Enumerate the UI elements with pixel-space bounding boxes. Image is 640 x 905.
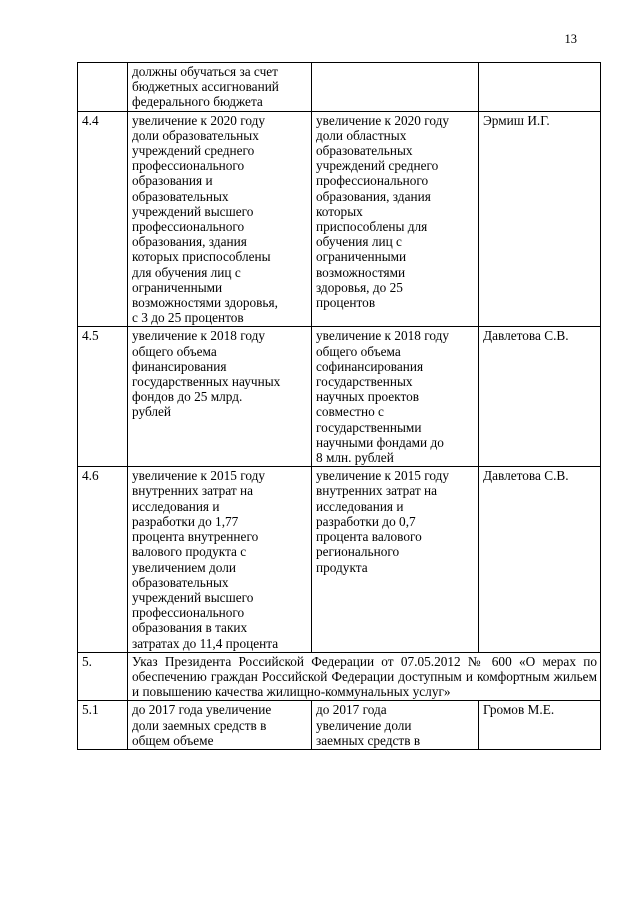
section-title: Указ Президента Российской Федерации от 07.05.2012 № 600 «О мерах по обеспечению граждан Российской Федерации доступным и комфортным жильем и повышению качества жилищно-коммунальных услуг» <box>128 652 601 701</box>
regional-target-cell <box>312 63 479 112</box>
federal-indicator-cell: увеличение к 2018 году общего объема финансирования государственных научных фондов до 25 млрд. рублей <box>128 327 312 467</box>
responsible-cell: Давлетова С.В. <box>479 327 601 467</box>
regional-target-cell: до 2017 года увеличение доли заемных средств в <box>312 701 479 750</box>
row-number: 5.1 <box>78 701 128 750</box>
federal-indicator-cell: увеличение к 2015 году внутренних затрат на исследования и разработки до 1,77 процента внутреннего валового продукта с увеличением доли образовательных учреждений высшего профессионального образования в таких затратах до 11,4 процента <box>128 467 312 652</box>
table-row <box>78 701 601 750</box>
measures-table <box>77 62 601 750</box>
federal-indicator-cell: увеличение к 2020 году доли образовательных учреждений среднего профессионального образования и образовательных учреждений высшего профессионального образования, здания которых приспособлены для обучения лиц с ограниченными возможностями здоровья, с 3 до 25 процентов <box>128 111 312 327</box>
responsible-cell <box>479 63 601 112</box>
table-row <box>78 327 601 467</box>
regional-target-cell: увеличение к 2015 году внутренних затрат на исследования и разработки до 0,7 процента валового регионального продукта <box>312 467 479 652</box>
federal-indicator-cell: до 2017 года увеличение доли заемных средств в общем объеме <box>128 701 312 750</box>
row-number: 4.6 <box>78 467 128 652</box>
table-row <box>78 63 601 112</box>
row-number: 4.4 <box>78 111 128 327</box>
regional-target-cell: увеличение к 2020 году доли областных образовательных учреждений среднего профессионального образования, здания которых приспособлены для обучения лиц с ограниченными возможностями здоровья, до 25 процентов <box>312 111 479 327</box>
regional-target-cell: увеличение к 2018 году общего объема софинансирования государственных научных проектов совместно с государственными научными фондами до 8 млн. рублей <box>312 327 479 467</box>
row-number <box>78 63 128 112</box>
table-row <box>78 111 601 327</box>
table-row <box>78 467 601 652</box>
section-number: 5. <box>78 652 128 701</box>
responsible-cell: Давлетова С.В. <box>479 467 601 652</box>
responsible-cell: Эрмиш И.Г. <box>479 111 601 327</box>
section-header-row <box>78 652 601 701</box>
row-number: 4.5 <box>78 327 128 467</box>
federal-indicator-cell: должны обучаться за счет бюджетных ассигнований федерального бюджета <box>128 63 312 112</box>
page-number: 13 <box>564 32 577 46</box>
responsible-cell: Громов М.Е. <box>479 701 601 750</box>
